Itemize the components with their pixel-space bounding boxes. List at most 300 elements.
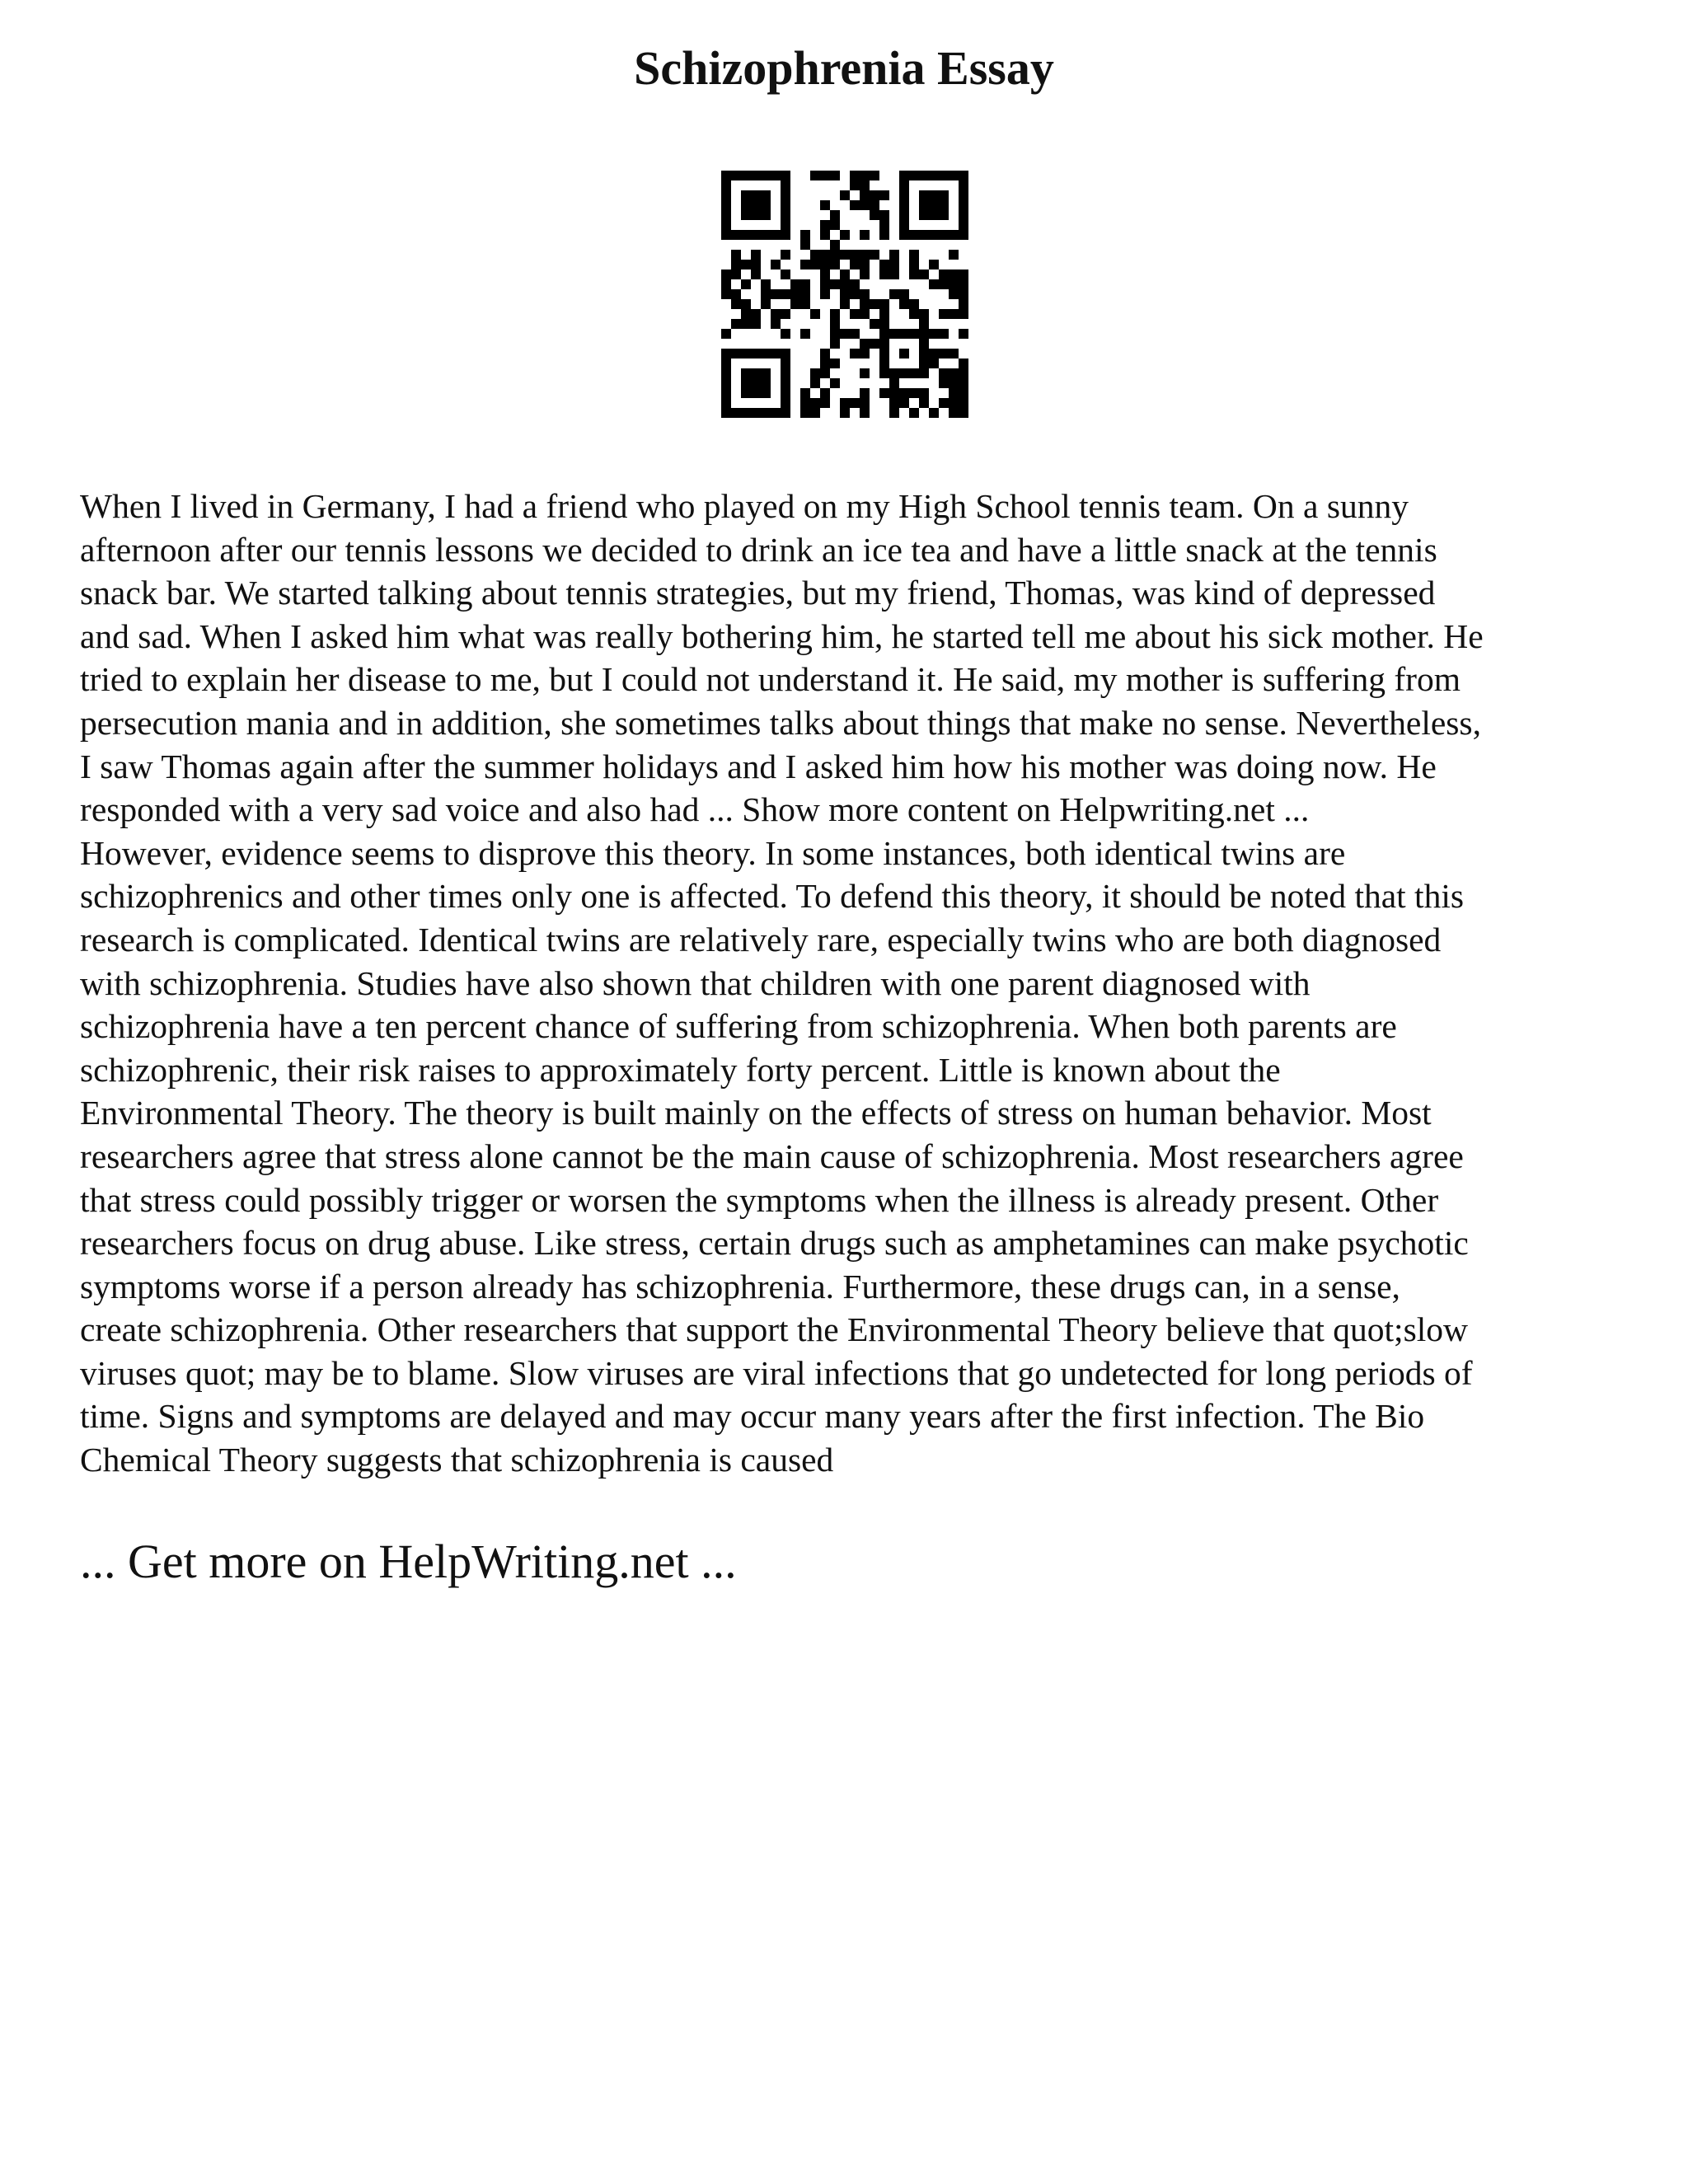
qr-module — [830, 319, 840, 329]
qr-module — [850, 329, 860, 339]
qr-module — [899, 190, 909, 200]
qr-module — [721, 279, 731, 289]
qr-module — [909, 388, 919, 398]
qr-module — [820, 289, 830, 299]
body-line: tried to explain her disease to me, but I could not understand it. He said, my mother is suffering from — [80, 660, 1461, 699]
qr-module — [959, 210, 968, 220]
qr-module — [959, 299, 968, 309]
body-line: Environmental Theory. The theory is built mainly on the effects of stress on human behavior. Most — [80, 1094, 1432, 1132]
qr-module — [889, 250, 899, 260]
qr-module — [909, 250, 919, 260]
qr-module — [820, 269, 830, 279]
qr-module — [889, 329, 899, 339]
qr-module — [771, 289, 781, 299]
qr-module — [721, 180, 731, 190]
qr-module — [761, 408, 771, 418]
qr-module — [771, 171, 781, 180]
qr-module — [781, 200, 790, 210]
qr-module — [959, 359, 968, 368]
qr-module — [899, 230, 909, 240]
qr-module — [731, 230, 741, 240]
body-line: However, evidence seems to disprove this theory. In some instances, both identical twins are — [80, 833, 1346, 872]
qr-module — [781, 220, 790, 230]
qr-module — [751, 190, 761, 200]
qr-module — [830, 171, 840, 180]
qr-module — [800, 299, 810, 309]
qr-module — [741, 388, 751, 398]
qr-module — [741, 230, 751, 240]
qr-module — [870, 319, 879, 329]
qr-module — [761, 378, 771, 388]
qr-module — [929, 349, 939, 359]
qr-module — [771, 260, 781, 269]
qr-module — [800, 408, 810, 418]
qr-module — [860, 368, 870, 378]
qr-module — [751, 388, 761, 398]
qr-module — [919, 388, 929, 398]
qr-module — [830, 220, 840, 230]
qr-module — [820, 349, 830, 359]
qr-module — [870, 171, 879, 180]
qr-module — [899, 299, 909, 309]
qr-module — [959, 289, 968, 299]
qr-module — [820, 230, 830, 240]
qr-module — [889, 260, 899, 269]
qr-module — [721, 408, 731, 418]
qr-module — [761, 230, 771, 240]
qr-module — [810, 408, 820, 418]
qr-module — [870, 299, 879, 309]
body-line: When I lived in Germany, I had a friend who played on my High School tennis team. On a sunny — [80, 487, 1409, 525]
qr-module — [929, 359, 939, 368]
qr-module — [790, 279, 800, 289]
qr-module — [939, 368, 949, 378]
qr-module — [909, 260, 919, 269]
qr-module — [840, 289, 850, 299]
qr-module — [949, 408, 959, 418]
qr-module — [889, 289, 899, 299]
qr-module — [959, 378, 968, 388]
qr-module — [949, 388, 959, 398]
qr-module — [959, 309, 968, 319]
qr-module — [781, 269, 790, 279]
body-line: research is complicated. Identical twins are relatively rare, especially twins who are both diagnosed — [80, 920, 1442, 958]
qr-module — [721, 171, 731, 180]
qr-module — [810, 368, 820, 378]
qr-module — [721, 200, 731, 210]
qr-module — [899, 349, 909, 359]
qr-module — [939, 200, 949, 210]
qr-module — [800, 329, 810, 339]
qr-module — [909, 230, 919, 240]
qr-module — [800, 388, 810, 398]
qr-module — [899, 220, 909, 230]
qr-module — [860, 388, 870, 398]
qr-module — [959, 200, 968, 210]
qr-module — [899, 289, 909, 299]
qr-module — [731, 319, 741, 329]
qr-module — [800, 289, 810, 299]
qr-module — [850, 180, 860, 190]
qr-module — [959, 398, 968, 408]
qr-module — [879, 329, 889, 339]
qr-module — [830, 359, 840, 368]
qr-module — [850, 250, 860, 260]
qr-module — [741, 378, 751, 388]
body-line: with schizophrenia. Studies have also shown that children with one parent diagnosed with — [80, 963, 1311, 1002]
qr-module — [751, 230, 761, 240]
qr-module — [889, 269, 899, 279]
qr-module — [761, 299, 771, 309]
qr-module — [919, 319, 929, 329]
qr-module — [919, 398, 929, 408]
qr-module — [751, 408, 761, 418]
qr-module — [721, 220, 731, 230]
qr-module — [909, 368, 919, 378]
qr-module — [721, 230, 731, 240]
qr-module — [840, 398, 850, 408]
qr-module — [741, 200, 751, 210]
qr-module — [919, 329, 929, 339]
qr-module — [820, 220, 830, 230]
qr-module — [860, 349, 870, 359]
qr-module — [860, 250, 870, 260]
qr-module — [860, 408, 870, 418]
qr-module — [731, 299, 741, 309]
qr-module — [929, 171, 939, 180]
qr-module — [870, 200, 879, 210]
qr-module — [959, 230, 968, 240]
qr-module — [820, 359, 830, 368]
qr-module — [721, 210, 731, 220]
qr-module — [810, 378, 820, 388]
qr-module — [721, 289, 731, 299]
body-line: schizophrenics and other times only one is affected. To defend this theory, it should be noted that this — [80, 877, 1465, 916]
qr-module — [959, 190, 968, 200]
qr-module — [741, 190, 751, 200]
qr-module — [781, 329, 790, 339]
qr-module — [850, 260, 860, 269]
qr-module — [959, 269, 968, 279]
qr-module — [860, 190, 870, 200]
qr-module — [919, 171, 929, 180]
qr-module — [860, 260, 870, 269]
qr-module — [751, 368, 761, 378]
qr-module — [751, 171, 761, 180]
qr-module — [751, 269, 761, 279]
qr-module — [781, 250, 790, 260]
qr-module — [870, 210, 879, 220]
qr-module — [879, 359, 889, 368]
qr-module — [830, 260, 840, 269]
qr-module — [860, 339, 870, 349]
qr-module — [919, 339, 929, 349]
qr-module — [879, 220, 889, 230]
qr-module — [919, 230, 929, 240]
qr-module — [959, 408, 968, 418]
qr-module — [840, 269, 850, 279]
qr-module — [840, 230, 850, 240]
qr-module — [721, 349, 731, 359]
essay-body — [80, 485, 1629, 1482]
qr-module — [879, 319, 889, 329]
qr-module — [781, 190, 790, 200]
qr-module — [741, 319, 751, 329]
body-line: persecution mania and in addition, she sometimes talks about things that make no sense. Nevertheless, — [80, 703, 1481, 742]
qr-module — [840, 299, 850, 309]
qr-module — [870, 250, 879, 260]
qr-module — [959, 279, 968, 289]
qr-module — [741, 309, 751, 319]
qr-module — [959, 329, 968, 339]
qr-module — [751, 210, 761, 220]
qr-module — [939, 190, 949, 200]
qr-module — [899, 200, 909, 210]
qr-module — [939, 329, 949, 339]
qr-module — [889, 368, 899, 378]
qr-module — [721, 190, 731, 200]
qr-module — [781, 408, 790, 418]
get-more-link[interactable]: ... Get more on HelpWriting.net ... — [80, 1535, 737, 1588]
qr-module — [731, 289, 741, 299]
qr-module — [781, 230, 790, 240]
qr-module — [830, 279, 840, 289]
qr-module — [840, 190, 850, 200]
qr-module — [771, 309, 781, 319]
qr-module — [949, 368, 959, 378]
qr-module — [781, 180, 790, 190]
qr-module — [850, 309, 860, 319]
body-line: time. Signs and symptoms are delayed and may occur many years after the first infection. The Bio — [80, 1397, 1425, 1436]
body-line: that stress could possibly trigger or worsen the symptoms when the illness is already present. Other — [80, 1180, 1439, 1219]
qr-module — [850, 171, 860, 180]
qr-module — [771, 408, 781, 418]
qr-module — [959, 171, 968, 180]
qr-module — [781, 349, 790, 359]
qr-module — [731, 171, 741, 180]
qr-module — [889, 398, 899, 408]
qr-module — [949, 289, 959, 299]
qr-module — [929, 408, 939, 418]
qr-module — [860, 180, 870, 190]
qr-module — [800, 260, 810, 269]
qr-module — [919, 269, 929, 279]
qr-module — [761, 289, 771, 299]
qr-module — [781, 388, 790, 398]
qr-module — [939, 230, 949, 240]
qr-module — [820, 279, 830, 289]
qr-module — [781, 289, 790, 299]
qr-module — [741, 368, 751, 378]
qr-module — [751, 200, 761, 210]
qr-module — [889, 388, 899, 398]
qr-module — [959, 220, 968, 230]
qr-module — [939, 398, 949, 408]
qr-module — [899, 329, 909, 339]
qr-module — [959, 388, 968, 398]
qr-module — [919, 349, 929, 359]
qr-module — [949, 250, 959, 260]
qr-module — [741, 349, 751, 359]
qr-module — [741, 171, 751, 180]
qr-module — [929, 329, 939, 339]
qr-module — [781, 309, 790, 319]
qr-module — [929, 200, 939, 210]
body-line: schizophrenia have a ten percent chance of suffering from schizophrenia. When both parents are — [80, 1007, 1397, 1046]
body-line: schizophrenic, their risk raises to approximately forty percent. Little is known about the — [80, 1050, 1281, 1089]
qr-module — [721, 398, 731, 408]
qr-module — [860, 230, 870, 240]
qr-module — [830, 378, 840, 388]
qr-module — [820, 260, 830, 269]
qr-module — [840, 279, 850, 289]
qr-module — [850, 289, 860, 299]
qr-module — [761, 210, 771, 220]
qr-module — [959, 180, 968, 190]
qr-module — [741, 279, 751, 289]
qr-module — [840, 408, 850, 418]
qr-module — [939, 279, 949, 289]
body-line: Chemical Theory suggests that schizophrenia is caused — [80, 1441, 834, 1479]
qr-module — [761, 171, 771, 180]
qr-module — [929, 190, 939, 200]
qr-module — [919, 368, 929, 378]
qr-module — [879, 339, 889, 349]
qr-module — [919, 210, 929, 220]
qr-module — [731, 260, 741, 269]
qr-module — [731, 349, 741, 359]
qr-module — [741, 408, 751, 418]
qr-module — [879, 349, 889, 359]
qr-module — [860, 299, 870, 309]
qr-module — [939, 309, 949, 319]
qr-module — [800, 398, 810, 408]
qr-module — [751, 260, 761, 269]
qr-module — [721, 329, 731, 339]
qr-module — [909, 329, 919, 339]
body-line: I saw Thomas again after the summer holidays and I asked him how his mother was doing now. He — [80, 747, 1437, 785]
qr-module — [741, 260, 751, 269]
qr-module — [899, 388, 909, 398]
qr-module — [860, 289, 870, 299]
qr-module — [879, 230, 889, 240]
body-line: researchers focus on drug abuse. Like stress, certain drugs such as amphetamines can make psychotic — [80, 1224, 1469, 1263]
qr-module — [761, 279, 771, 289]
qr-module — [781, 368, 790, 378]
qr-module — [939, 171, 949, 180]
qr-module — [919, 359, 929, 368]
qr-module — [721, 388, 731, 398]
qr-module — [761, 349, 771, 359]
qr-module — [939, 349, 949, 359]
qr-module — [810, 309, 820, 319]
qr-module — [751, 250, 761, 260]
qr-module — [889, 378, 899, 388]
qr-module — [909, 299, 919, 309]
qr-module — [771, 349, 781, 359]
qr-module — [879, 210, 889, 220]
qr-module — [810, 398, 820, 408]
qr-module — [929, 279, 939, 289]
qr-module — [781, 398, 790, 408]
qr-module — [899, 368, 909, 378]
qr-module — [909, 408, 919, 418]
qr-module — [781, 171, 790, 180]
qr-module — [850, 279, 860, 289]
qr-module — [949, 269, 959, 279]
qr-module — [919, 190, 929, 200]
qr-module — [721, 368, 731, 378]
body-line: snack bar. We started talking about tennis strategies, but my friend, Thomas, was kind of depressed — [80, 574, 1436, 612]
qr-module — [909, 269, 919, 279]
qr-module — [731, 269, 741, 279]
qr-module — [820, 398, 830, 408]
qr-module — [870, 339, 879, 349]
qr-module — [899, 180, 909, 190]
qr-module — [879, 269, 889, 279]
body-line: symptoms worse if a person already has schizophrenia. Furthermore, these drugs can, in a sense, — [80, 1267, 1400, 1305]
body-line: and sad. When I asked him what was really bothering him, he started tell me about his sick mother. He — [80, 616, 1484, 655]
qr-module — [860, 309, 870, 319]
qr-module — [949, 398, 959, 408]
qr-module — [761, 190, 771, 200]
qr-module — [741, 299, 751, 309]
qr-module — [810, 260, 820, 269]
qr-module — [790, 289, 800, 299]
qr-module — [949, 230, 959, 240]
qr-module — [761, 388, 771, 398]
qr-module — [820, 250, 830, 260]
qr-module — [781, 210, 790, 220]
qr-module — [771, 230, 781, 240]
qr-module — [850, 200, 860, 210]
qr-module — [939, 378, 949, 388]
qr-module — [751, 319, 761, 329]
qr-module — [840, 329, 850, 339]
qr-module — [929, 230, 939, 240]
body-line: researchers agree that stress alone cannot be the main cause of schizophrenia. Most researchers agree — [80, 1137, 1464, 1175]
qr-module — [909, 309, 919, 319]
qr-module — [850, 349, 860, 359]
qr-module — [810, 171, 820, 180]
qr-module — [889, 408, 899, 418]
qr-code-icon[interactable] — [721, 171, 968, 418]
qr-module — [879, 260, 889, 269]
qr-module — [761, 200, 771, 210]
qr-module — [860, 269, 870, 279]
qr-module — [919, 200, 929, 210]
qr-module — [731, 408, 741, 418]
qr-module — [860, 171, 870, 180]
qr-module — [939, 269, 949, 279]
qr-module — [879, 190, 889, 200]
qr-module — [771, 319, 781, 329]
qr-module — [800, 240, 810, 250]
qr-module — [939, 210, 949, 220]
qr-module — [870, 190, 879, 200]
qr-module — [830, 210, 840, 220]
qr-module — [830, 240, 840, 250]
qr-module — [830, 329, 840, 339]
qr-module — [850, 398, 860, 408]
qr-module — [879, 309, 889, 319]
qr-module — [820, 200, 830, 210]
qr-module — [830, 339, 840, 349]
body-line: viruses quot; may be to blame. Slow viruses are viral infections that go undetected for long periods of — [80, 1353, 1473, 1392]
qr-module — [879, 368, 889, 378]
qr-module — [721, 359, 731, 368]
qr-module — [761, 368, 771, 378]
